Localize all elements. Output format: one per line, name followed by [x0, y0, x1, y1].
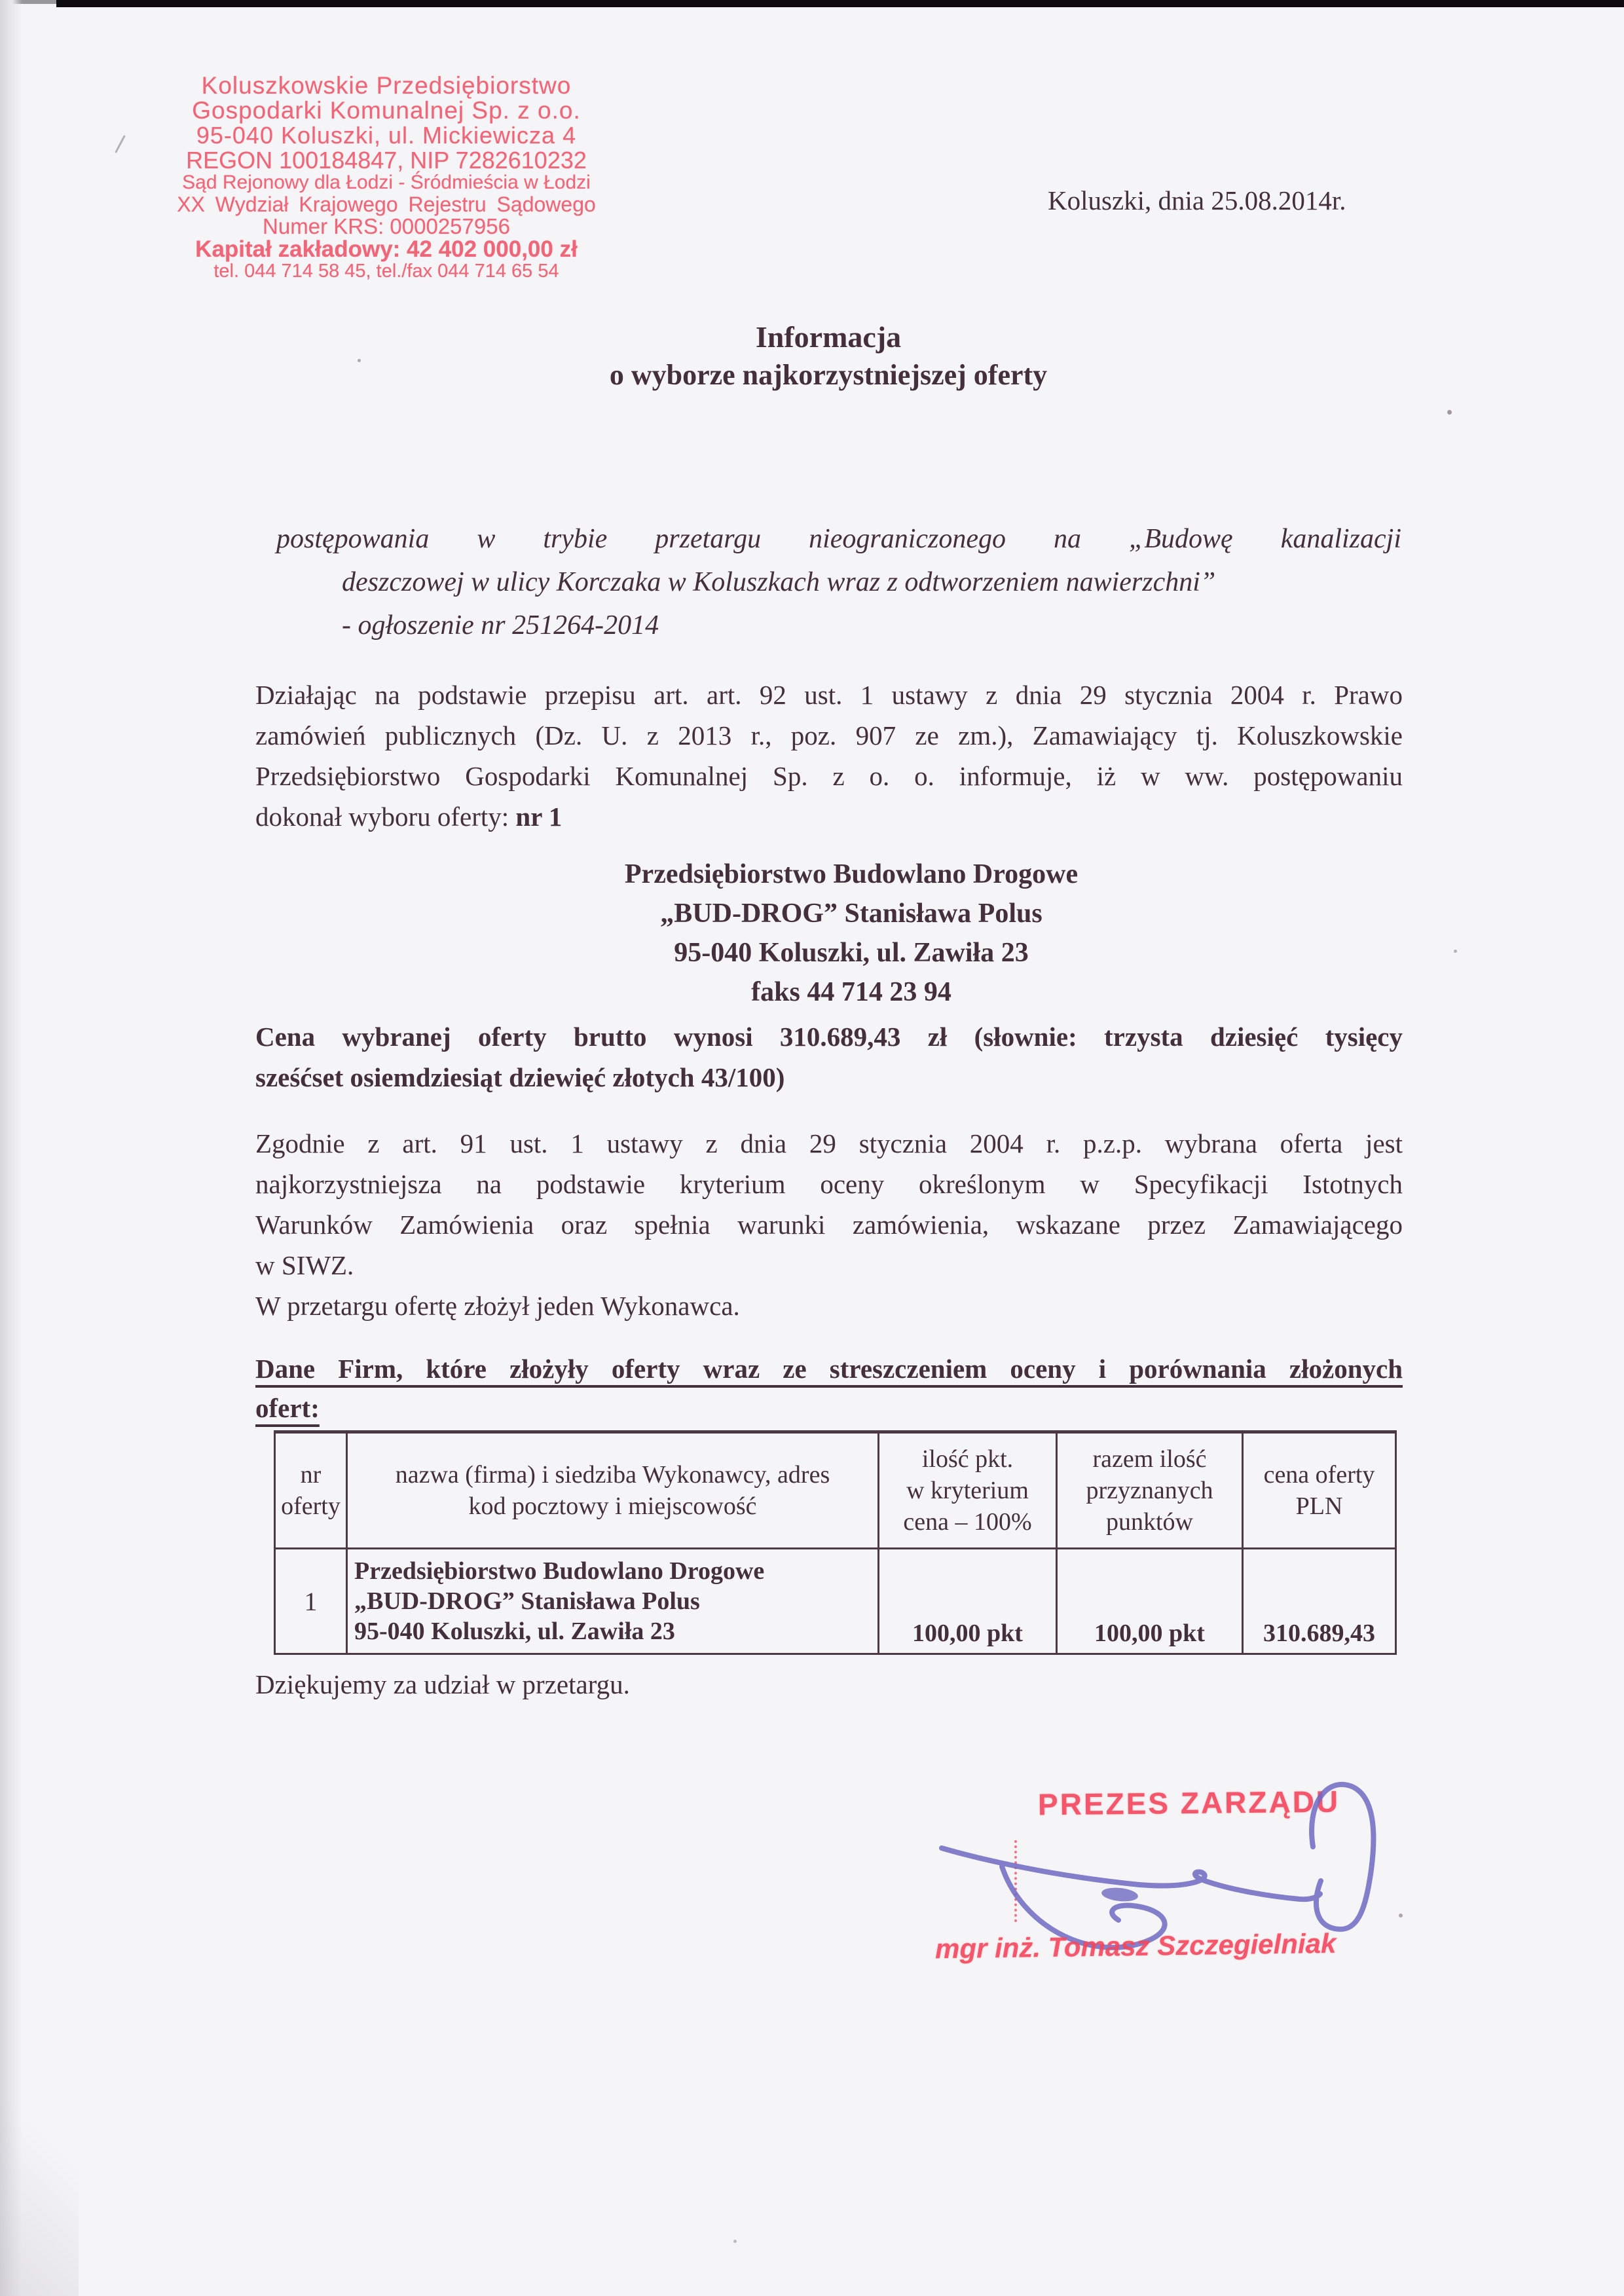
price-line1: Cena wybranej oferty brutto wynosi 310.689,43 zł (słownie: trzysta dziesięć tysięcy: [255, 1022, 1403, 1052]
criteria-paragraph: [255, 1123, 1403, 1326]
price-paragraph: [255, 1016, 1403, 1098]
subject-line1: postępowania w trybie przetargu nieograniczonego na „Budowę kanalizacji: [276, 524, 1401, 554]
scan-speck: [1454, 950, 1457, 953]
cell-contractor: [347, 1549, 879, 1654]
paragraph-line: zamówień publicznych (Dz. U. z 2013 r., poz. 907 ze zm.), Zamawiający tj. Koluszkowskie: [255, 720, 1403, 750]
scan-mark: [115, 135, 126, 153]
letterhead-court-line1: Sąd Rejonowy dla Łodzi - Śródmieścia w Łodzi: [182, 172, 591, 193]
winning-contractor-block: [278, 855, 1424, 1012]
scan-speck: [733, 2240, 737, 2243]
chosen-offer-number: nr 1: [515, 802, 563, 832]
heading-line1: Dane Firm, które złożyły oferty wraz ze streszczeniem oceny i porównania złożonych: [255, 1354, 1403, 1384]
letterhead-stamp: [128, 73, 645, 282]
single-bidder-note: W przetargu ofertę złożył jeden Wykonawca.: [255, 1291, 740, 1321]
paragraph-line: [255, 796, 1403, 837]
cell-contractor-line1: Przedsiębiorstwo Budowlano Drogowe: [354, 1557, 765, 1585]
offers-comparison-table: [274, 1430, 1397, 1655]
chosen-offer-prefix: dokonał wyboru oferty:: [255, 802, 516, 832]
winner-fax: faks 44 714 23 94: [751, 977, 951, 1007]
letterhead-phone-fax: tel. 044 714 58 45, tel./fax 044 714 65 54: [213, 261, 559, 282]
letterhead-company-name-line2: Gospodarki Komunalnej Sp. z o.o.: [192, 97, 581, 124]
scan-speck: [1399, 1914, 1403, 1917]
paragraph-line: Działając na podstawie przepisu art. art. 92 ust. 1 ustawy z dnia 29 stycznia 2004 r. Prawo: [255, 680, 1403, 710]
header-points-total: razem ilość przyznanych punktów: [1057, 1432, 1243, 1549]
title-line1: Informacja: [755, 320, 902, 354]
president-stamp-name: mgr inż. Tomasz Szczegielniak: [934, 1927, 1337, 1965]
title-line2: o wyborze najkorzystniejszej oferty: [609, 359, 1048, 391]
document-title: [255, 318, 1401, 394]
header-contractor-name: nazwa (firma) i siedziba Wykonawcy, adres kod pocztowy i miejscowość: [347, 1432, 879, 1549]
president-stamp-title: PREZES ZARZĄDU: [1037, 1784, 1340, 1822]
header-offer-number: nr oferty: [275, 1432, 347, 1549]
winner-address: 95-040 Koluszki, ul. Zawiła 23: [674, 938, 1029, 968]
signature-blob: [1101, 1886, 1139, 1903]
price-line2: sześćset osiemdziesiąt dziewięć złotych 43/100): [255, 1062, 785, 1092]
header-offer-price: cena oferty PLN: [1243, 1432, 1396, 1549]
tender-subject: [255, 517, 1401, 647]
scan-edge-artifact: [56, 0, 1624, 7]
header-points-criterion: ilość pkt. w kryterium cena – 100%: [879, 1432, 1057, 1549]
paragraph-line: w SIWZ.: [255, 1250, 354, 1280]
paragraph-line: najkorzystniejsza na podstawie kryterium oceny określonym w Specyfikacji Istotnych: [255, 1169, 1403, 1199]
cell-points-criterion: 100,00 pkt: [879, 1549, 1057, 1654]
letterhead-capital: Kapitał zakładowy: 42 402 000,00 zł: [195, 236, 578, 262]
cell-contractor-line2: „BUD-DROG” Stanisława Polus: [354, 1587, 700, 1615]
letterhead-court-line2: XX Wydział Krajowego Rejestru Sądowego: [177, 193, 596, 216]
paragraph-line: Zgodnie z art. 91 ust. 1 ustawy z dnia 29 stycznia 2004 r. p.z.p. wybrana oferta jest: [255, 1128, 1403, 1158]
paragraph-line: Warunków Zamówienia oraz spełnia warunki zamówienia, wskazane przez Zamawiającego: [255, 1210, 1403, 1240]
letterhead-regon-nip: REGON 100184847, NIP 7282610232: [186, 147, 587, 174]
letterhead-company-name-line1: Koluszkowskie Przedsiębiorstwo: [201, 72, 572, 99]
subject-announcement-number: - ogłoszenie nr 251264-2014: [342, 610, 659, 640]
letterhead-krs: Numer KRS: 0000257956: [263, 214, 510, 238]
table-row: [275, 1549, 1396, 1654]
closing-thanks-line: Dziękujemy za udział w przetargu.: [255, 1669, 630, 1699]
cell-contractor-line3: 95-040 Koluszki, ul. Zawiła 23: [354, 1618, 675, 1645]
heading-line2: [255, 1388, 1403, 1428]
winner-company-name: Przedsiębiorstwo Budowlano Drogowe: [624, 859, 1079, 889]
table-header-row: [275, 1432, 1396, 1549]
scan-speck: [358, 359, 361, 362]
document-date: Koluszki, dnia 25.08.2014r.: [1048, 185, 1346, 215]
signature-loop: [1312, 1785, 1373, 1929]
cell-offer-price: 310.689,43: [1243, 1549, 1396, 1654]
cell-offer-number: 1: [275, 1549, 347, 1654]
winner-trade-name: „BUD-DROG” Stanisława Polus: [660, 898, 1043, 929]
letterhead-address: 95-040 Koluszki, ul. Mickiewicza 4: [196, 122, 577, 149]
paragraph-line: Przedsiębiorstwo Gospodarki Komunalnej Sp. z o. o. informuje, iż w ww. postępowaniu: [255, 761, 1403, 791]
scan-speck: [1447, 410, 1452, 415]
scan-left-shadow: [0, 0, 22, 2296]
scan-corner-shadow: [0, 2034, 79, 2296]
offers-table-heading: [255, 1349, 1403, 1428]
subject-line2: deszczowej w ulicy Korczaka w Koluszkach wraz z odtworzeniem nawierzchni”: [342, 567, 1216, 597]
heading-line2-text: ofert:: [255, 1393, 320, 1423]
legal-basis-paragraph: [255, 675, 1403, 837]
cell-points-total: 100,00 pkt: [1057, 1549, 1243, 1654]
